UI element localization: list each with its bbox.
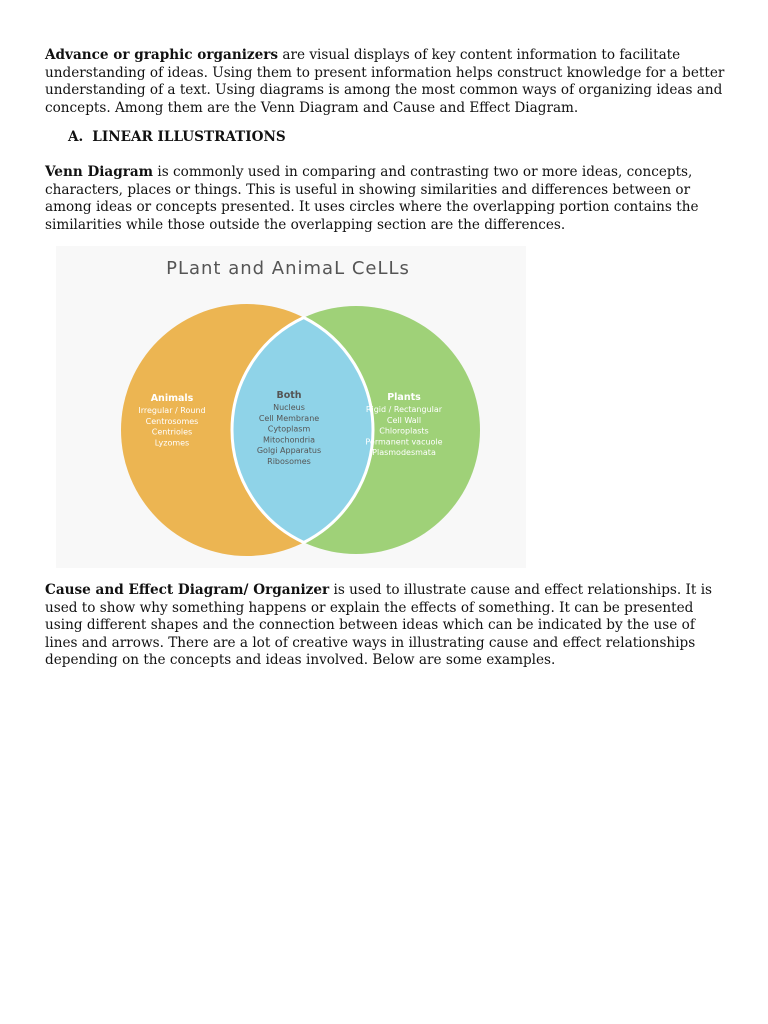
section-letter: A.: [68, 129, 84, 145]
section-heading: [68, 129, 286, 147]
cause-effect-text: is used to illustrate cause and effect relationships. It is used to show why something happens or explain the effects of something. It can be presented using different shapes and the connection between ideas which can be indicated by the use of lines and arrows. There are a lot of creative ways in illustrating cause and effect relationships depending on the concepts and ideas involved. Below are some examples.: [45, 582, 713, 668]
venn-item: Irregular / Round: [138, 406, 206, 415]
venn-item: Lyzomes: [154, 438, 190, 448]
venn-item: Cell Wall: [386, 415, 422, 425]
venn-item: Golgi Apparatus: [256, 446, 322, 456]
venn-right-label: Plants: [387, 392, 421, 403]
venn-paragraph: [45, 164, 725, 234]
venn-item: Cell Membrane: [258, 413, 320, 423]
venn-title: PLant and AnimaL CeLLs: [166, 258, 410, 279]
venn-item: Permanent vacuole: [365, 437, 443, 447]
venn-item: Centrosomes: [145, 416, 199, 426]
venn-term: Venn Diagram: [45, 164, 154, 180]
venn-middle-label: Both: [276, 390, 302, 401]
venn-item: Plasmodesmata: [372, 448, 436, 458]
venn-item: Chloroplasts: [379, 426, 429, 436]
intro-term: Advance or graphic organizers: [45, 47, 279, 63]
cause-effect-paragraph: [45, 582, 725, 670]
venn-item: Rigid / Rectangular: [365, 405, 443, 414]
intro-paragraph: [45, 47, 725, 117]
venn-item: Cytoplasm: [267, 424, 311, 434]
venn-item: Nucleus: [273, 403, 305, 412]
venn-item: Ribosomes: [267, 457, 311, 466]
cause-effect-term: Cause and Effect Diagram/ Organizer: [45, 582, 330, 598]
venn-text: is commonly used in comparing and contrasting two or more ideas, concepts, characters, places or things. This is useful in showing similarities and differences between or among ideas or concepts presented. It uses circles where the overlapping portion contains the similarities while those outside the overlapping section are the differences.: [45, 164, 699, 233]
intro-text: are visual displays of key content information to facilitate understanding of ideas. Using them to present information helps construct knowledge for a better understanding of a text. Using diagrams is among the most common ways of organizing ideas and concepts. Among them are the Venn Diagram and Cause and Effect Diagram.: [45, 47, 725, 116]
venn-diagram-figure: [56, 246, 526, 568]
venn-diagram: [56, 246, 526, 568]
venn-item: Centrioles: [151, 427, 193, 437]
section-title: LINEAR ILLUSTRATIONS: [92, 129, 286, 145]
venn-left-label: Animals: [150, 393, 194, 404]
venn-item: Mitochondria: [262, 435, 316, 445]
